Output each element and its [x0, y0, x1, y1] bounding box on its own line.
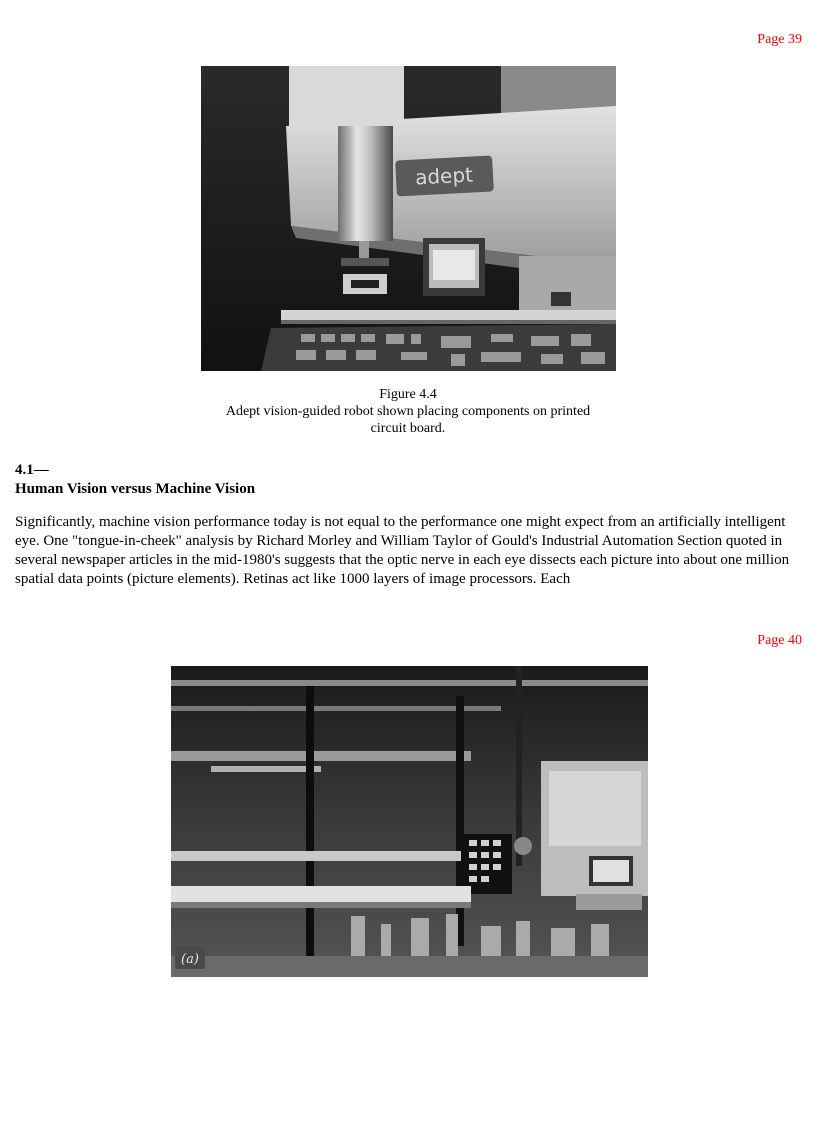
adept-logo: adept	[414, 162, 474, 190]
figure-caption	[200, 386, 616, 437]
figure-4-4-photo	[201, 66, 616, 371]
body-paragraph: Significantly, machine vision performance today is not equal to the performance one might expect from an artificially intelligent eye. One "tongue-in-cheek" analysis by Richard Morley and William Taylor of Gould's Industrial Automation Section quoted in several newspaper articles in the mid-1980's suggests that the optic nerve in each eye dissects each picture into about one million spatial data points (picture elements). Retinas act like 1000 layers of image processors. Each	[15, 514, 790, 587]
page-number: Page 39	[757, 32, 802, 47]
section-number: 4.1—	[15, 462, 49, 478]
section-title: Human Vision versus Machine Vision	[15, 481, 256, 497]
figure-caption-text: Adept vision-guided robot shown placing components on printed circuit board.	[225, 404, 591, 436]
figure-title: Figure 4.4	[379, 387, 437, 402]
section-heading	[15, 461, 255, 499]
page-number: Page 40	[757, 633, 802, 648]
factory-line-photo	[171, 666, 648, 977]
photo-label: (a)	[181, 952, 199, 967]
